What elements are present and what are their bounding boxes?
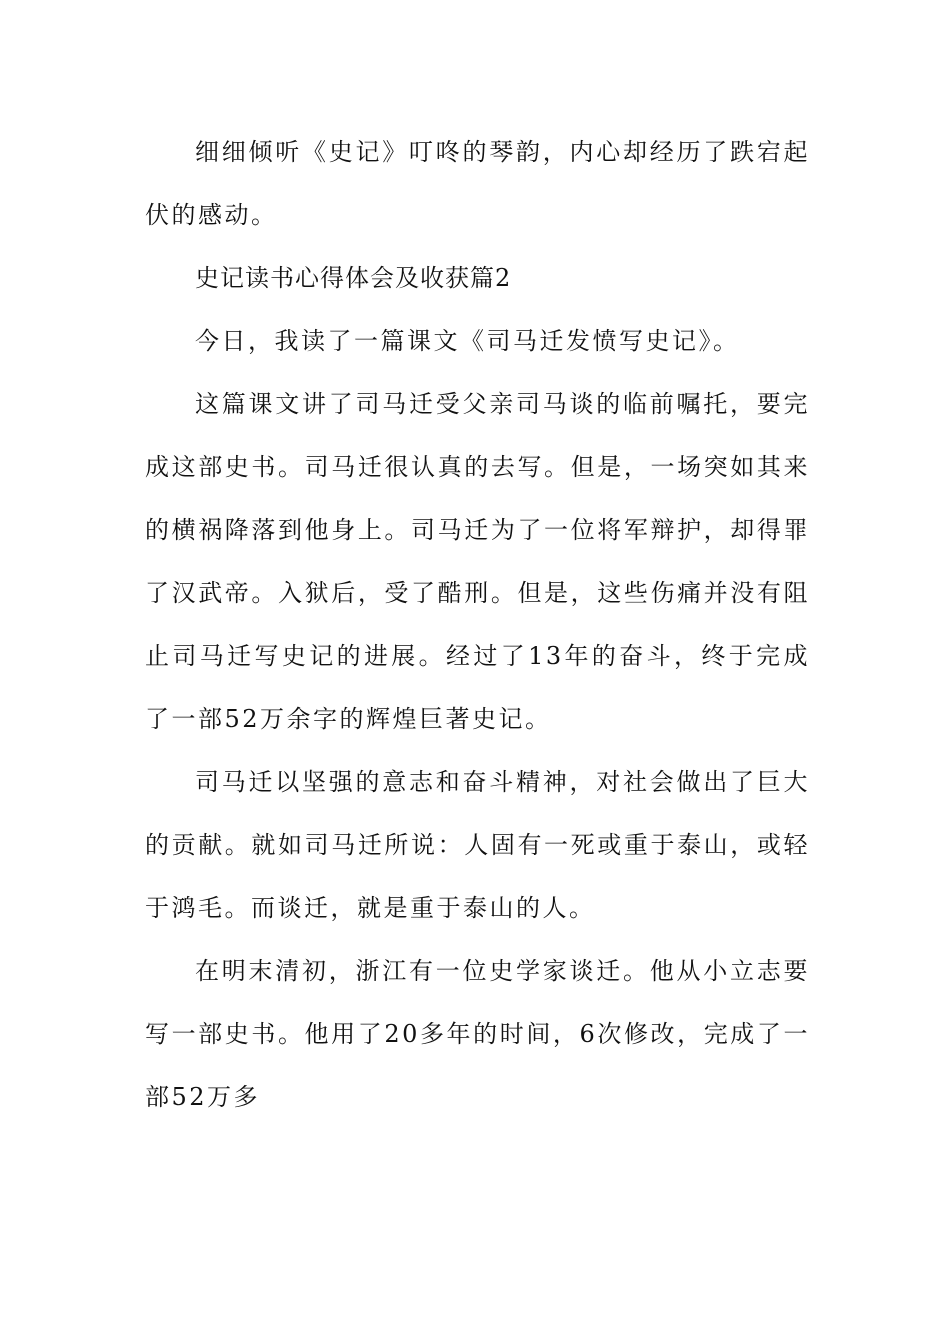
paragraph-reflection: 司马迁以坚强的意志和奋斗精神，对社会做出了巨大的贡献。就如司马迁所说：人固有一死或重于泰山，或轻于鸿毛。而谈迁，就是重于泰山的人。 <box>145 768 810 922</box>
paragraph-tan-qian: 在明末清初，浙江有一位史学家谈迁。他从小立志要写一部史书。他用了20多年的时间，6次修改，完成了一部52万多 <box>145 957 810 1111</box>
paragraph-intro-ending: 细细倾听《史记》叮咚的琴韵，内心却经历了跌宕起伏的感动。 <box>145 138 810 229</box>
document-body <box>145 121 810 1129</box>
section-heading: 史记读书心得体会及收获篇2 <box>195 264 512 292</box>
paragraph-opening: 今日，我读了一篇课文《司马迁发愤写史记》。 <box>195 327 740 355</box>
paragraph-summary: 这篇课文讲了司马迁受父亲司马谈的临前嘱托，要完成这部史书。司马迁很认真的去写。但是，一场突如其来的横祸降落到他身上。司马迁为了一位将军辩护，却得罪了汉武帝。入狱后，受了酷刑。但是，这些伤痛并没有阻止司马迁写史记的进展。经过了13年的奋斗，终于完成了一部52万余字的辉煌巨著史记。 <box>145 390 810 733</box>
